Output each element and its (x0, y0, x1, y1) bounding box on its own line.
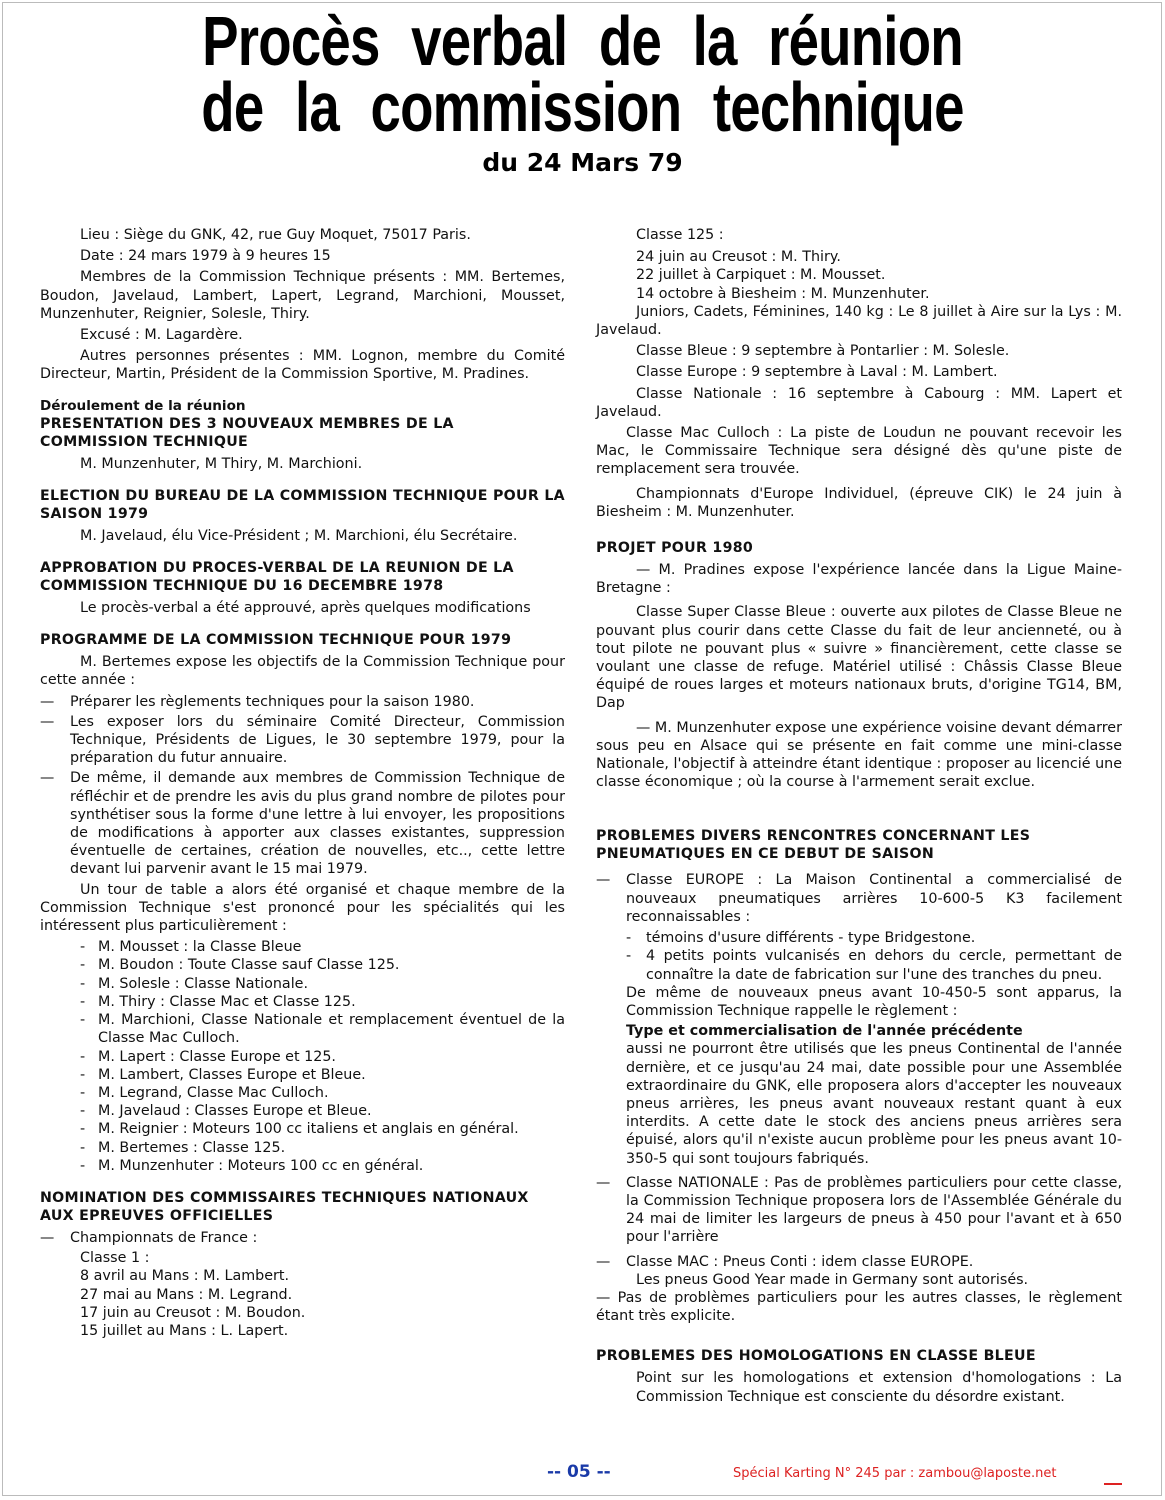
nomination-date: 27 mai au Mans : M. Legrand. (80, 1286, 293, 1303)
title-line-1: Procès verbal de la réunion (202, 2, 963, 80)
pneus-goodyear: Les pneus Good Year made in Germany sont autorisés. (636, 1271, 1029, 1288)
cik-text: Championnats d'Europe Individuel, (épreuve CIK) le 24 juin à Biesheim : M. Munzenhuter. (596, 485, 1122, 520)
page-number: -- 05 -- (547, 1462, 611, 1482)
pneus-europe: — Classe EUROPE : La Maison Continental a commercialisé de nouveaux pneumatiques arrières 10-600-5 K3 facilement reconnaissables : (596, 872, 1122, 925)
projet-super-classe-bleue: Classe Super Classe Bleue : ouverte aux pilotes de Classe Bleue ne pouvant plus courir dans cette Classe du fait de leur ancienneté, ou à tout pilote ne pouvant plus « suivre » financièrement, cette classe se voulant une classe de refuge. Matériel utilisé : Châssis Classe Bleue équipé de roues larges et moteurs nationaux bruts, d'origine TG14, BM, Dap (596, 604, 1122, 712)
intro-excuse: Excusé : M. Lagardère. (80, 327, 243, 344)
section-pneumatiques-heading: PROBLEMES DIVERS RENCONTRES CONCERNANT LES PNEUMATIQUES EN CE DEBUT DE SAISON (596, 828, 1031, 863)
members-list (80, 938, 565, 1175)
programme-tour-de-table: Un tour de table a alors été organisé et chaque membre de la Commission Technique s'est prononcé pour les spécialités qui les intéressent plus particulièrement : (40, 881, 565, 935)
list-item: - M. Solesle : Classe Nationale. (80, 975, 309, 992)
programme-item: — Les exposer lors du séminaire Comité Directeur, Commission Technique, Présidents de Ligues, le 30 septembre 1979, pour la préparation du futur annuaire. (40, 713, 565, 767)
intro-lieu: Lieu : Siège du GNK, 42, rue Guy Moquet, 75017 Paris. (80, 227, 471, 243)
list-item: - M. Lambert, Classes Europe et Bleue. (80, 1066, 366, 1083)
list-item: - M. Bertemes : Classe 125. (80, 1139, 286, 1156)
intro-membres: Membres de la Commission Technique présents : MM. Bertemes, Boudon, Javelaud, Lambert, Lapert, Legrand, Marchioni, Mousset, Munzenhuter, Reignier, Solesle, Thiry. (40, 269, 565, 322)
pneus-autres: — Pas de problèmes particuliers pour les autres classes, le règlement étant très explicite. (596, 1289, 1122, 1325)
section-election-heading: ELECTION DU BUREAU DE LA COMMISSION TECHNIQUE POUR LA SAISON 1979 (40, 487, 565, 522)
intro-date: Date : 24 mars 1979 à 9 heures 15 (80, 248, 331, 265)
right-column (596, 226, 1122, 1406)
pneus-aussi: aussi ne pourront être utilisés que les pneus Continental de l'année dernière, et ce jusqu'au 24 mai, date possible pour une Assemblée extraordinaire du GNK, elle proposera alors d'accepter les nouveaux pneus arrières, les pneus avant nouveaux restant quant à eux interdits. A cette date le stock des anciens pneus arrières sera épuisé, alors qu'il n'existe aucun problème pour les pneus avant 10-350-5 qui sont toujours fabriqués. (626, 1041, 1122, 1167)
programme-item: — Préparer les règlements techniques pour la saison 1980. (40, 693, 475, 710)
pneus-nationale: — Classe NATIONALE : Pas de problèmes particuliers pour cette classe, la Commission Technique proposera lors de l'Assemblée Générale du 24 mai de limiter les largeurs de pneus à 450 pour l'avant et à 650 pour l'arrière (596, 1174, 1122, 1246)
classe125-date: 24 juin au Creusot : M. Thiry. (636, 249, 841, 266)
classe125-label: Classe 125 : (636, 227, 724, 243)
footer-credit: Spécial Karting N° 245 par : zambou@laposte.net (733, 1466, 1057, 1481)
nomination-classe1: Classe 1 : (80, 1250, 150, 1267)
list-item: - M. Munzenhuter : Moteurs 100 cc en général. (80, 1157, 424, 1174)
section-homologations-heading: PROBLEMES DES HOMOLOGATIONS EN CLASSE BLEUE (596, 1348, 1036, 1365)
europe-text: Classe Europe : 9 septembre à Laval : M. Lambert. (636, 364, 998, 381)
list-item: - M. Thiry : Classe Mac et Classe 125. (80, 993, 356, 1010)
classe125-date: 22 juillet à Carpiquet : M. Mousset. (636, 267, 886, 284)
section-nomination-heading: NOMINATION DES COMMISSAIRES TECHNIQUES NATIONAUX AUX EPREUVES OFFICIELLES (40, 1189, 529, 1224)
section-approbation-text: Le procès-verbal a été approuvé, après quelques modifications (80, 600, 531, 617)
list-item: - M. Legrand, Classe Mac Culloch. (80, 1084, 329, 1101)
homologations-text: Point sur les homologations et extension d'homologations : La Commission Technique est consciente du désordre existant. (636, 1370, 1122, 1405)
list-item: - M. Marchioni, Classe Nationale et remplacement éventuel de la Classe Mac Culloch. (80, 1012, 565, 1047)
section-presentation-text: M. Munzenhuter, M Thiry, M. Marchioni. (80, 455, 363, 472)
bleue-text: Classe Bleue : 9 septembre à Pontarlier : M. Solesle. (636, 343, 1010, 360)
section-approbation-heading: APPROBATION DU PROCES-VERBAL DE LA REUNION DE LA COMMISSION TECHNIQUE DU 16 DECEMBRE 1978 (40, 560, 514, 595)
left-column (40, 226, 565, 1340)
deroulement-heading: Déroulement de la réunion (40, 397, 246, 414)
projet-pradines: — M. Pradines expose l'expérience lancée dans la Ligue Maine-Bretagne : (596, 562, 1122, 597)
classe125-date: 14 octobre à Biesheim : M. Munzenhuter. (636, 285, 930, 302)
pneus-reglement-bold: Type et commercialisation de l'année précédente (626, 1023, 1023, 1040)
list-item: - M. Reignier : Moteurs 100 cc italiens et anglais en général. (80, 1121, 519, 1138)
pneus-mac: — Classe MAC : Pneus Conti : idem classe EUROPE. (596, 1253, 974, 1270)
pneus-avant: De même de nouveaux pneus avant 10-450-5 sont apparus, la Commission Technique rappelle le règlement : (626, 984, 1122, 1019)
nomination-date: 8 avril au Mans : M. Lambert. (80, 1268, 290, 1285)
intro-autres: Autres personnes présentes : MM. Lognon, membre du Comité Directeur, Martin, Président de la Commission Sportive, M. Pradines. (40, 348, 565, 383)
list-item: - M. Boudon : Toute Classe sauf Classe 125. (80, 957, 400, 974)
programme-item: — De même, il demande aux membres de Commission Technique de réfléchir et de prendre les avis du plus grand nombre de pilotes pour synthétiser sous la forme d'une lettre à lui envoyer, les propositions de modifications à apporter aux classes existantes, suppression éventuelle de certaines, création de nouvelles, etc.., cette lettre devant lui parvenir avant le 15 mai 1979. (40, 770, 565, 878)
title-line-2: de la commission technique (201, 68, 964, 146)
mac-culloch-text: Classe Mac Culloch : La piste de Loudun ne pouvant recevoir les Mac, le Commissaire Technique sera désigné dès qu'une piste de remplacement sera trouvée. (596, 425, 1122, 478)
juniors-text: Juniors, Cadets, Féminines, 140 kg : Le 8 juillet à Aire sur la Lys : M. Javelaud. (596, 303, 1122, 339)
section-projet-heading: PROJET POUR 1980 (596, 540, 754, 557)
list-item: - M. Lapert : Classe Europe et 125. (80, 1048, 336, 1065)
page-title (128, 2, 1037, 146)
projet-munzenhuter: — M. Munzenhuter expose une expérience voisine devant démarrer sous peu en Alsace qui se présente en fait comme une mini-classe Nationale, l'objectif à atteindre étant identique : proposer au licencié une classe économique ; où la course à l'armement serait exclue. (596, 719, 1122, 791)
nomination-championnats: — Championnats de France : (40, 1229, 258, 1246)
section-programme-intro: M. Bertemes expose les objectifs de la Commission Technique pour cette année : (40, 654, 565, 689)
list-item: - M. Javelaud : Classes Europe et Bleue. (80, 1103, 372, 1120)
nomination-date: 17 juin au Creusot : M. Boudon. (80, 1304, 306, 1321)
section-election-text: M. Javelaud, élu Vice-Président ; M. Marchioni, élu Secrétaire. (80, 527, 518, 544)
section-programme-heading: PROGRAMME DE LA COMMISSION TECHNIQUE POUR 1979 (40, 632, 512, 649)
page-subtitle-date: du 24 Mars 79 (482, 148, 683, 177)
section-presentation-heading: PRESENTATION DES 3 NOUVEAUX MEMBRES DE LA COMMISSION TECHNIQUE (40, 415, 454, 450)
nationale-text: Classe Nationale : 16 septembre à Cabourg : MM. Lapert et Javelaud. (596, 385, 1122, 420)
footer-divider (1104, 1483, 1122, 1485)
list-item: - témoins d'usure différents - type Bridgestone. (626, 930, 976, 947)
list-item: - M. Mousset : la Classe Bleue (80, 939, 302, 956)
nomination-date: 15 juillet au Mans : L. Lapert. (80, 1322, 289, 1339)
list-item: - 4 petits points vulcanisés en dehors du cercle, permettant de connaître la date de fabrication sur l'une des tranches du pneu. (626, 948, 1122, 983)
